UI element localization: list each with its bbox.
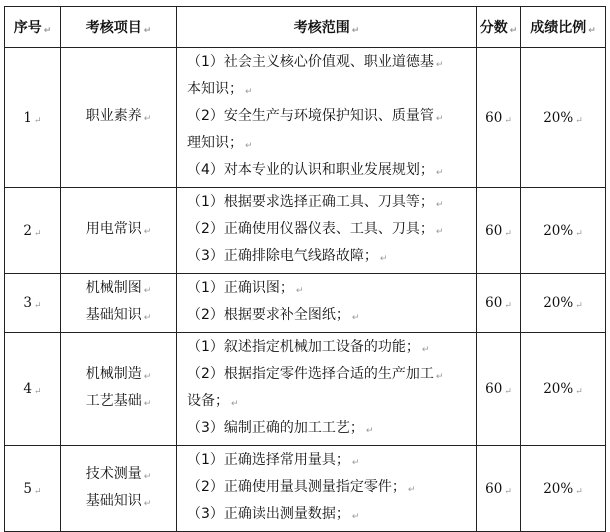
item-line [61,489,176,516]
row-index [5,274,61,333]
item-line [61,462,176,489]
range-line [187,50,472,77]
range-line [187,244,472,271]
range-line [187,389,472,416]
item-text: 基础知识 [85,492,142,509]
paragraph-mark-icon: ↵ [575,301,583,311]
item-line [61,389,176,416]
paragraph-mark-icon: ↵ [504,486,512,497]
item-line [61,276,176,303]
row-percent [521,188,606,274]
paragraph-mark-icon: ↵ [575,387,583,397]
range-text: （1）叙述指定机械加工设备的功能； [187,339,420,355]
paragraph-mark-icon: ↵ [143,114,152,124]
table-row [5,48,606,188]
header-range: 考核范围 ↵ [177,7,477,48]
paragraph-mark-icon: ↵ [351,313,360,323]
table-row [5,188,606,274]
header-item: 考核项目 ↵ [61,7,177,48]
row-score-text: 60 [485,381,503,397]
paragraph-mark-icon: ↵ [34,387,42,397]
row-item [61,188,177,274]
paragraph-mark-icon: ↵ [365,426,374,436]
item-line [61,104,176,131]
row-index [5,48,61,188]
range-text: 理知识； [187,135,243,151]
paragraph-mark-icon: ↵ [231,399,239,409]
paragraph-mark-icon: ↵ [143,286,152,296]
row-percent-text: 20% [543,295,574,311]
paragraph-mark-icon: ↵ [421,345,430,355]
paragraph-mark-icon: ↵ [435,60,444,70]
row-range [177,274,477,333]
paragraph-mark-icon: ↵ [143,471,152,482]
paragraph-mark-icon: ↵ [34,486,42,497]
paragraph-mark-icon: ↵ [575,228,583,239]
paragraph-mark-icon: ↵ [509,26,518,36]
row-score-text: 60 [485,295,503,311]
row-range [177,446,477,532]
paragraph-mark-icon: ↵ [351,512,360,522]
table-row [5,446,606,532]
header-percent: 成绩比例 ↵ [521,7,606,48]
range-line [187,475,472,502]
paragraph-mark-icon: ↵ [34,228,42,239]
range-line [187,335,472,362]
range-text: 本知识； [187,81,243,97]
row-item [61,333,177,446]
range-line [187,190,472,217]
paragraph-mark-icon: ↵ [34,301,42,311]
item-line [61,303,176,330]
range-text: （2）安全生产与环境保护知识、质量管 [187,108,434,124]
row-percent [521,333,606,446]
range-line [187,77,472,104]
paragraph-mark-icon: ↵ [245,87,253,97]
item-text: 机械制图 [85,280,142,296]
range-line [187,131,472,158]
paragraph-mark-icon: ↵ [504,115,512,126]
paragraph-mark-icon: ↵ [504,228,512,239]
paragraph-mark-icon: ↵ [143,313,152,323]
paragraph-mark-icon: ↵ [143,498,152,509]
row-score [477,274,521,333]
paragraph-mark-icon: ↵ [34,115,42,126]
paragraph-mark-icon: ↵ [588,26,596,36]
row-percent-text: 20% [543,222,574,239]
range-text: （1）社会主义核心价值观、职业道德基 [187,54,434,70]
row-item [61,48,177,188]
row-range [177,48,477,188]
range-line [187,104,472,131]
range-text: 设备； [187,393,229,409]
row-range [177,333,477,446]
paragraph-mark-icon: ↵ [435,168,444,178]
paragraph-mark-icon: ↵ [351,26,360,36]
paragraph-mark-icon: ↵ [504,301,512,311]
item-line [61,217,176,244]
paragraph-mark-icon: ↵ [435,200,444,210]
range-text: （1）根据要求选择正确工具、刀具等； [187,194,434,210]
paragraph-mark-icon: ↵ [143,26,152,36]
row-score-text: 60 [485,480,503,497]
row-percent [521,274,606,333]
header-score: 分数 ↵ [477,7,521,48]
paragraph-mark-icon: ↵ [407,485,416,495]
paragraph-mark-icon: ↵ [351,458,360,468]
range-text: （1）正确识图； [187,280,294,296]
paragraph-mark-icon: ↵ [143,227,152,237]
row-index-text: 2 [23,222,33,239]
row-score-text: 60 [485,109,503,126]
row-score [477,333,521,446]
item-text: 工艺基础 [85,393,142,409]
header-row [5,7,606,48]
range-line [187,303,472,330]
range-line [187,158,472,185]
paragraph-mark-icon: ↵ [295,286,304,296]
range-line [187,448,472,475]
paragraph-mark-icon: ↵ [575,115,583,126]
range-line [187,276,472,303]
item-text: 机械制造 [85,366,142,382]
header-index: 序号 ↵ [5,7,61,48]
row-index-text: 1 [23,109,33,126]
item-line [61,362,176,389]
paragraph-mark-icon: ↵ [245,141,253,151]
row-score [477,446,521,532]
range-text: （2）正确使用量具测量指定零件； [187,479,406,495]
row-percent-text: 20% [543,109,574,126]
range-text: （2）正确使用仪器仪表、工具、刀具； [187,221,434,237]
table-row [5,333,606,446]
row-percent-text: 20% [543,480,574,497]
range-text: （4）对本专业的认识和职业发展规划； [187,162,434,178]
range-text: （3）正确排除电气线路故障； [187,248,378,264]
item-text: 技术测量 [85,465,142,482]
item-text: 基础知识 [85,307,142,323]
row-percent-text: 20% [543,381,574,397]
assessment-table [4,6,606,532]
row-percent [521,48,606,188]
range-line [187,416,472,443]
row-score-text: 60 [485,222,503,239]
table-row [5,274,606,333]
item-text: 用电常识 [85,221,142,237]
row-percent [521,446,606,532]
paragraph-mark-icon: ↵ [143,399,152,409]
range-text: （3）编制正确的加工工艺； [187,420,364,436]
row-range [177,188,477,274]
paragraph-mark-icon: ↵ [143,372,152,382]
paragraph-mark-icon: ↵ [435,114,444,124]
paragraph-mark-icon: ↵ [575,486,583,497]
range-text: （3）正确读出测量数据； [187,506,350,522]
range-line [187,502,472,529]
range-text: （2）根据要求补全图纸； [187,307,350,323]
row-index-text: 4 [23,381,33,397]
range-line [187,217,472,244]
row-index [5,446,61,532]
row-index [5,333,61,446]
range-text: （2）根据指定零件选择合适的生产加工 [187,366,434,382]
row-score [477,48,521,188]
paragraph-mark-icon: ↵ [504,387,512,397]
paragraph-mark-icon: ↵ [43,26,52,36]
row-item [61,446,177,532]
range-line [187,362,472,389]
row-index [5,188,61,274]
range-text: （1）正确选择常用量具； [187,452,350,468]
paragraph-mark-icon: ↵ [435,227,444,237]
paragraph-mark-icon: ↵ [435,372,444,382]
item-text: 职业素养 [85,108,142,124]
row-item [61,274,177,333]
row-score [477,188,521,274]
paragraph-mark-icon: ↵ [379,254,388,264]
row-index-text: 3 [23,295,33,311]
row-index-text: 5 [23,480,33,497]
